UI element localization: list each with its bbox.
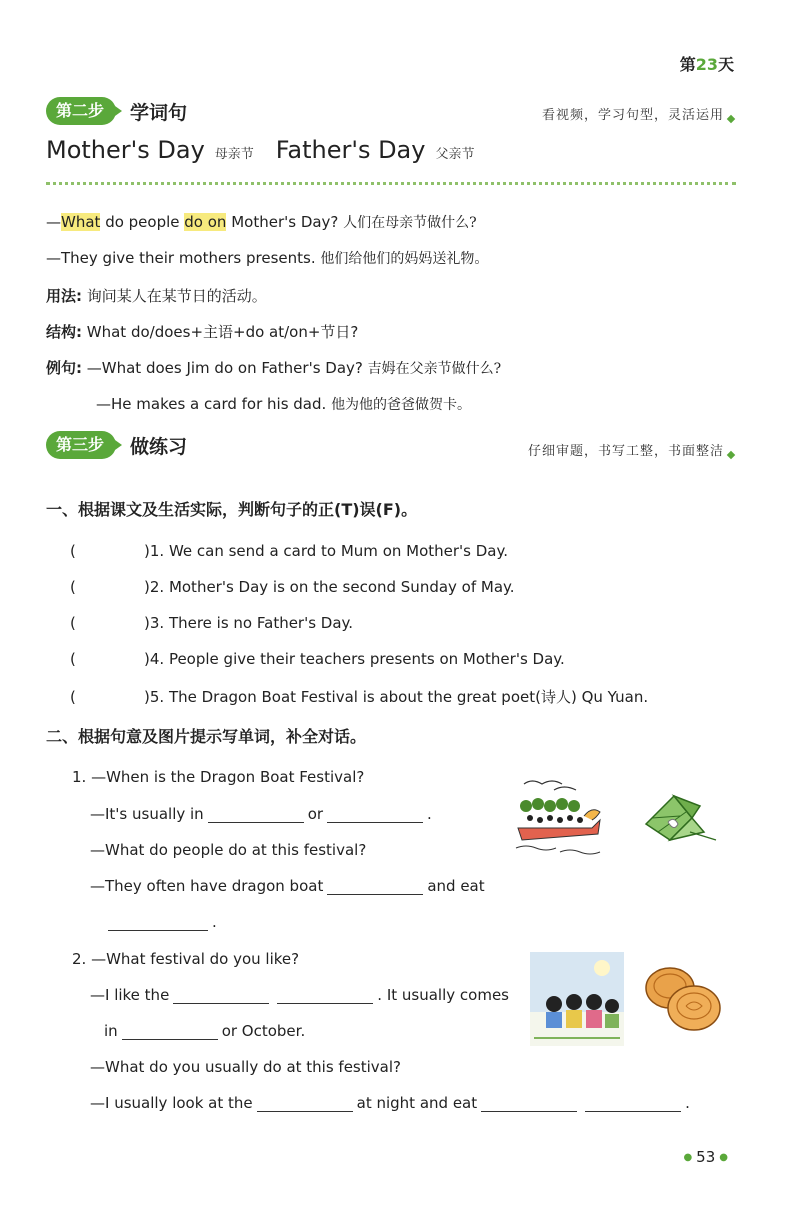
zongzi-picture: [640, 788, 720, 848]
step3-title: 做练习: [130, 435, 188, 458]
part2-heading: 二、根据句意及图片提示写单词，补全对话。: [46, 727, 367, 746]
dotted-divider: [46, 182, 736, 185]
q2-line5: —I usually look at the at night and eat .: [90, 1094, 690, 1112]
step2-pill: 第二步: [46, 97, 116, 125]
vocab-row: [46, 136, 474, 164]
day-label: 第23天: [679, 55, 734, 74]
tip-marker-icon: [727, 451, 735, 459]
fill-blank[interactable]: [327, 806, 423, 823]
lesson-structure: 结构: What do/does+主语+do at/on+节日?: [46, 323, 359, 341]
fill-blank[interactable]: [257, 1095, 353, 1112]
mooncake-picture: [642, 962, 722, 1034]
step3-pill: 第三步: [46, 431, 116, 459]
page-number: ● 53 ●: [683, 1148, 728, 1166]
q1-line4: —They often have dragon boat and eat: [90, 877, 485, 895]
q1-line3: —What do people do at this festival?: [90, 841, 367, 859]
tf-item-5[interactable]: ( )5. The Dragon Boat Festival is about the great poet(诗人) Qu Yuan.: [70, 688, 649, 706]
step3-header: [46, 430, 187, 460]
fill-blank[interactable]: [327, 878, 423, 895]
lesson-answer: —They give their mothers presents. 他们给他们的妈妈送礼物。: [46, 249, 489, 267]
dragon-boat-picture: [514, 776, 604, 864]
fill-blank[interactable]: [277, 987, 373, 1004]
vocab-fathers-day: Father's Day: [275, 136, 426, 164]
step2-tip: 看视频，学习句型，灵活运用: [542, 104, 734, 123]
step3-tip: 仔细审题，书写工整，书面整洁: [528, 440, 734, 459]
part1-heading: 一、根据课文及生活实际，判断句子的正(T)误(F)。: [46, 500, 418, 519]
fill-blank[interactable]: [208, 806, 304, 823]
moon-viewing-picture: [530, 952, 624, 1046]
fill-blank[interactable]: [481, 1095, 577, 1112]
tf-item-1[interactable]: ( )1. We can send a card to Mum on Mother's Day.: [70, 542, 508, 560]
tf-item-3[interactable]: ( )3. There is no Father's Day.: [70, 614, 354, 632]
tip-marker-icon: [727, 115, 735, 123]
fill-blank[interactable]: [108, 914, 208, 931]
lesson-question: —What do people do on Mother's Day? 人们在母亲节做什么?: [46, 213, 477, 231]
q1-line2: —It's usually in or .: [90, 805, 432, 823]
fill-blank[interactable]: [585, 1095, 681, 1112]
lesson-example2: —He makes a card for his dad. 他为他的爸爸做贺卡。: [96, 395, 472, 413]
tf-item-2[interactable]: ( )2. Mother's Day is on the second Sunday of May.: [70, 578, 515, 596]
tf-item-4[interactable]: ( )4. People give their teachers presents on Mother's Day.: [70, 650, 565, 668]
step2-header: [46, 96, 187, 126]
q2-line3: in or October.: [104, 1022, 306, 1040]
vocab-fathers-day-zh: 父亲节: [435, 147, 475, 162]
q2-line2: —I like the . It usually comes: [90, 986, 509, 1004]
q1-line5: .: [104, 913, 217, 931]
lesson-example1: 例句: —What does Jim do on Father's Day? 吉姆在父亲节做什么?: [46, 359, 502, 377]
q1-line1: 1. —When is the Dragon Boat Festival?: [72, 768, 365, 786]
vocab-mothers-day: Mother's Day: [46, 136, 205, 164]
vocab-mothers-day-zh: 母亲节: [214, 147, 254, 162]
step2-title: 学词句: [130, 101, 188, 124]
q2-line1: 2. —What festival do you like?: [72, 950, 300, 968]
lesson-usage: 用法: 询问某人在某节日的活动。: [46, 287, 267, 305]
fill-blank[interactable]: [173, 987, 269, 1004]
fill-blank[interactable]: [122, 1023, 218, 1040]
q2-line4: —What do you usually do at this festival?: [90, 1058, 401, 1076]
